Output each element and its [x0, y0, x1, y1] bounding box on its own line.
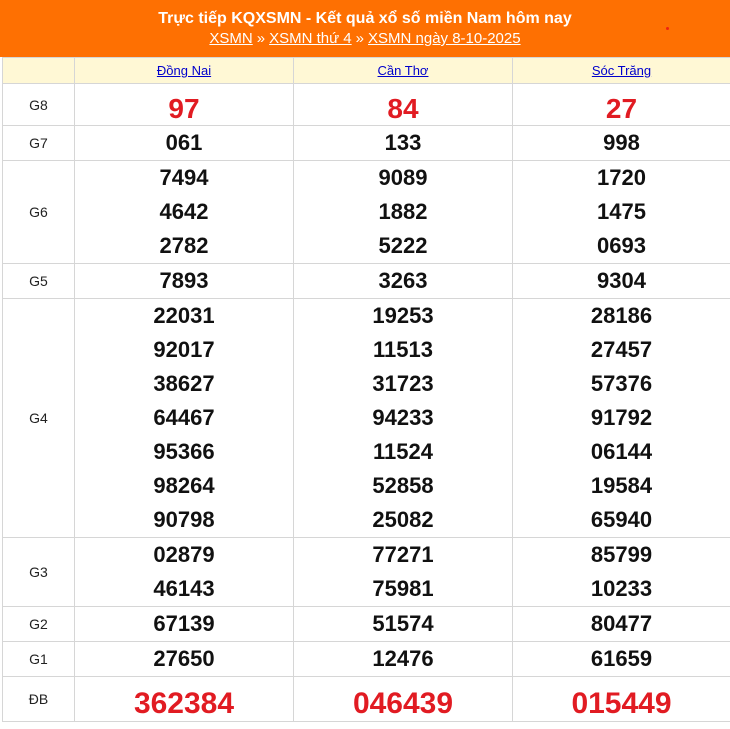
prize-number: 77271 — [372, 542, 434, 567]
prize-number: 85799 — [590, 542, 653, 567]
prize-number: 4642 — [159, 199, 209, 224]
prize-row-g5 — [3, 264, 730, 299]
prize-row-db — [3, 677, 730, 722]
prize-label: G5 — [3, 264, 75, 299]
special-prize-number: 362384 — [133, 687, 235, 720]
prize-number: 27457 — [590, 337, 653, 362]
breadcrumb-separator: » — [256, 30, 266, 47]
results-table — [2, 57, 730, 722]
prize-cell — [294, 607, 513, 642]
prize-number: 67139 — [153, 611, 215, 636]
prize-number: 19253 — [372, 303, 434, 328]
prize-cell — [513, 126, 730, 161]
prize-number: 80477 — [590, 611, 653, 636]
prize-cell — [75, 264, 294, 299]
breadcrumb-separator: » — [355, 30, 364, 47]
prize-row-g3 — [3, 538, 730, 607]
prize-number: 133 — [384, 130, 422, 155]
prize-cell — [513, 677, 730, 722]
prize-number: 2782 — [159, 233, 209, 258]
prize-number: 19584 — [590, 473, 653, 498]
prize-cell — [294, 299, 513, 538]
prize-number: 92017 — [153, 337, 215, 362]
breadcrumb — [0, 29, 730, 49]
province-header-row — [3, 58, 730, 84]
prize-label: G6 — [3, 161, 75, 264]
prize-number: 10233 — [590, 576, 653, 601]
prize-number: 51574 — [372, 611, 434, 636]
prize-number: 57376 — [590, 371, 653, 396]
prize-row-g1 — [3, 642, 730, 677]
breadcrumb-link-xsmn-weekday[interactable]: XSMN thứ 4 — [269, 30, 352, 47]
prize-number: 84 — [387, 92, 419, 124]
prize-number: 94233 — [372, 405, 434, 430]
results-header — [0, 0, 730, 57]
province-header — [513, 58, 730, 84]
province-header — [75, 58, 294, 84]
prize-cell — [294, 84, 513, 126]
prize-row-g4 — [3, 299, 730, 538]
prize-number: 9089 — [378, 165, 428, 190]
prize-number: 38627 — [153, 371, 215, 396]
prize-row-g7 — [3, 126, 730, 161]
breadcrumb-link-xsmn-date[interactable]: XSMN ngày 8-10-2025 — [368, 30, 521, 47]
prize-number: 1882 — [378, 199, 428, 224]
prize-number: 1720 — [597, 165, 646, 190]
special-prize-number: 046439 — [352, 687, 454, 720]
prize-number: 061 — [165, 130, 203, 155]
prize-number: 11513 — [373, 337, 433, 362]
prize-number: 11524 — [373, 439, 433, 464]
prize-cell — [513, 538, 730, 607]
prize-cell — [513, 299, 730, 538]
prize-number: 27650 — [153, 646, 215, 671]
prize-cell — [294, 642, 513, 677]
prize-number: 97 — [168, 92, 200, 124]
prize-number: 31723 — [372, 371, 434, 396]
prize-number: 1475 — [597, 199, 646, 224]
page-title: Trực tiếp KQXSMN - Kết quả xổ số miền Nam hôm nay — [158, 10, 572, 27]
prize-cell — [513, 264, 730, 299]
prize-label: G3 — [3, 538, 75, 607]
decorative-dot — [666, 27, 669, 30]
prize-number: 3263 — [378, 268, 428, 293]
prize-cell — [75, 642, 294, 677]
prize-number: 06144 — [590, 439, 653, 464]
prize-label: G8 — [3, 84, 75, 126]
prize-cell — [294, 538, 513, 607]
prize-row-g6 — [3, 161, 730, 264]
prize-cell — [75, 677, 294, 722]
prize-number: 65940 — [590, 507, 653, 532]
prize-label: G4 — [3, 299, 75, 538]
prize-cell — [75, 607, 294, 642]
prize-label: G2 — [3, 607, 75, 642]
province-link-can-tho[interactable]: Cần Thơ — [377, 63, 429, 78]
prize-number: 7494 — [159, 165, 209, 190]
prize-number: 22031 — [153, 303, 215, 328]
province-link-soc-trang[interactable]: Sóc Trăng — [591, 63, 652, 78]
prize-number: 25082 — [372, 507, 434, 532]
prize-number: 95366 — [153, 439, 215, 464]
prize-cell — [513, 642, 730, 677]
prize-cell — [75, 299, 294, 538]
prize-number: 27 — [605, 92, 638, 124]
prize-cell — [513, 161, 730, 264]
prize-number: 998 — [603, 130, 640, 155]
prize-number: 61659 — [590, 646, 653, 671]
prize-label: G1 — [3, 642, 75, 677]
prize-number: 64467 — [153, 405, 215, 430]
special-prize-number: 015449 — [571, 687, 672, 720]
prize-cell — [75, 538, 294, 607]
prize-number: 52858 — [372, 473, 434, 498]
prize-cell — [294, 264, 513, 299]
prize-cell — [294, 161, 513, 264]
prize-cell — [75, 126, 294, 161]
prize-cell — [294, 126, 513, 161]
prize-number: 9304 — [597, 268, 646, 293]
province-link-dong-nai[interactable]: Đồng Nai — [156, 63, 212, 78]
prize-row-g2 — [3, 607, 730, 642]
prize-column-header — [3, 58, 75, 84]
prize-cell — [75, 161, 294, 264]
prize-number: 90798 — [153, 507, 215, 532]
prize-label: ĐB — [3, 677, 75, 722]
prize-number: 02879 — [153, 542, 215, 567]
prize-number: 12476 — [372, 646, 434, 671]
prize-number: 75981 — [372, 576, 434, 601]
prize-cell — [513, 84, 730, 126]
prize-cell — [294, 677, 513, 722]
breadcrumb-link-xsmn[interactable]: XSMN — [209, 30, 253, 47]
prize-number: 91792 — [590, 405, 653, 430]
prize-cell — [513, 607, 730, 642]
prize-label: G7 — [3, 126, 75, 161]
prize-number: 28186 — [590, 303, 653, 328]
province-header — [294, 58, 513, 84]
prize-number: 5222 — [378, 233, 428, 258]
prize-number: 98264 — [153, 473, 215, 498]
prize-cell — [75, 84, 294, 126]
prize-row-g8 — [3, 84, 730, 126]
prize-number: 46143 — [153, 576, 215, 601]
prize-number: 0693 — [597, 233, 646, 258]
prize-number: 7893 — [159, 268, 209, 293]
